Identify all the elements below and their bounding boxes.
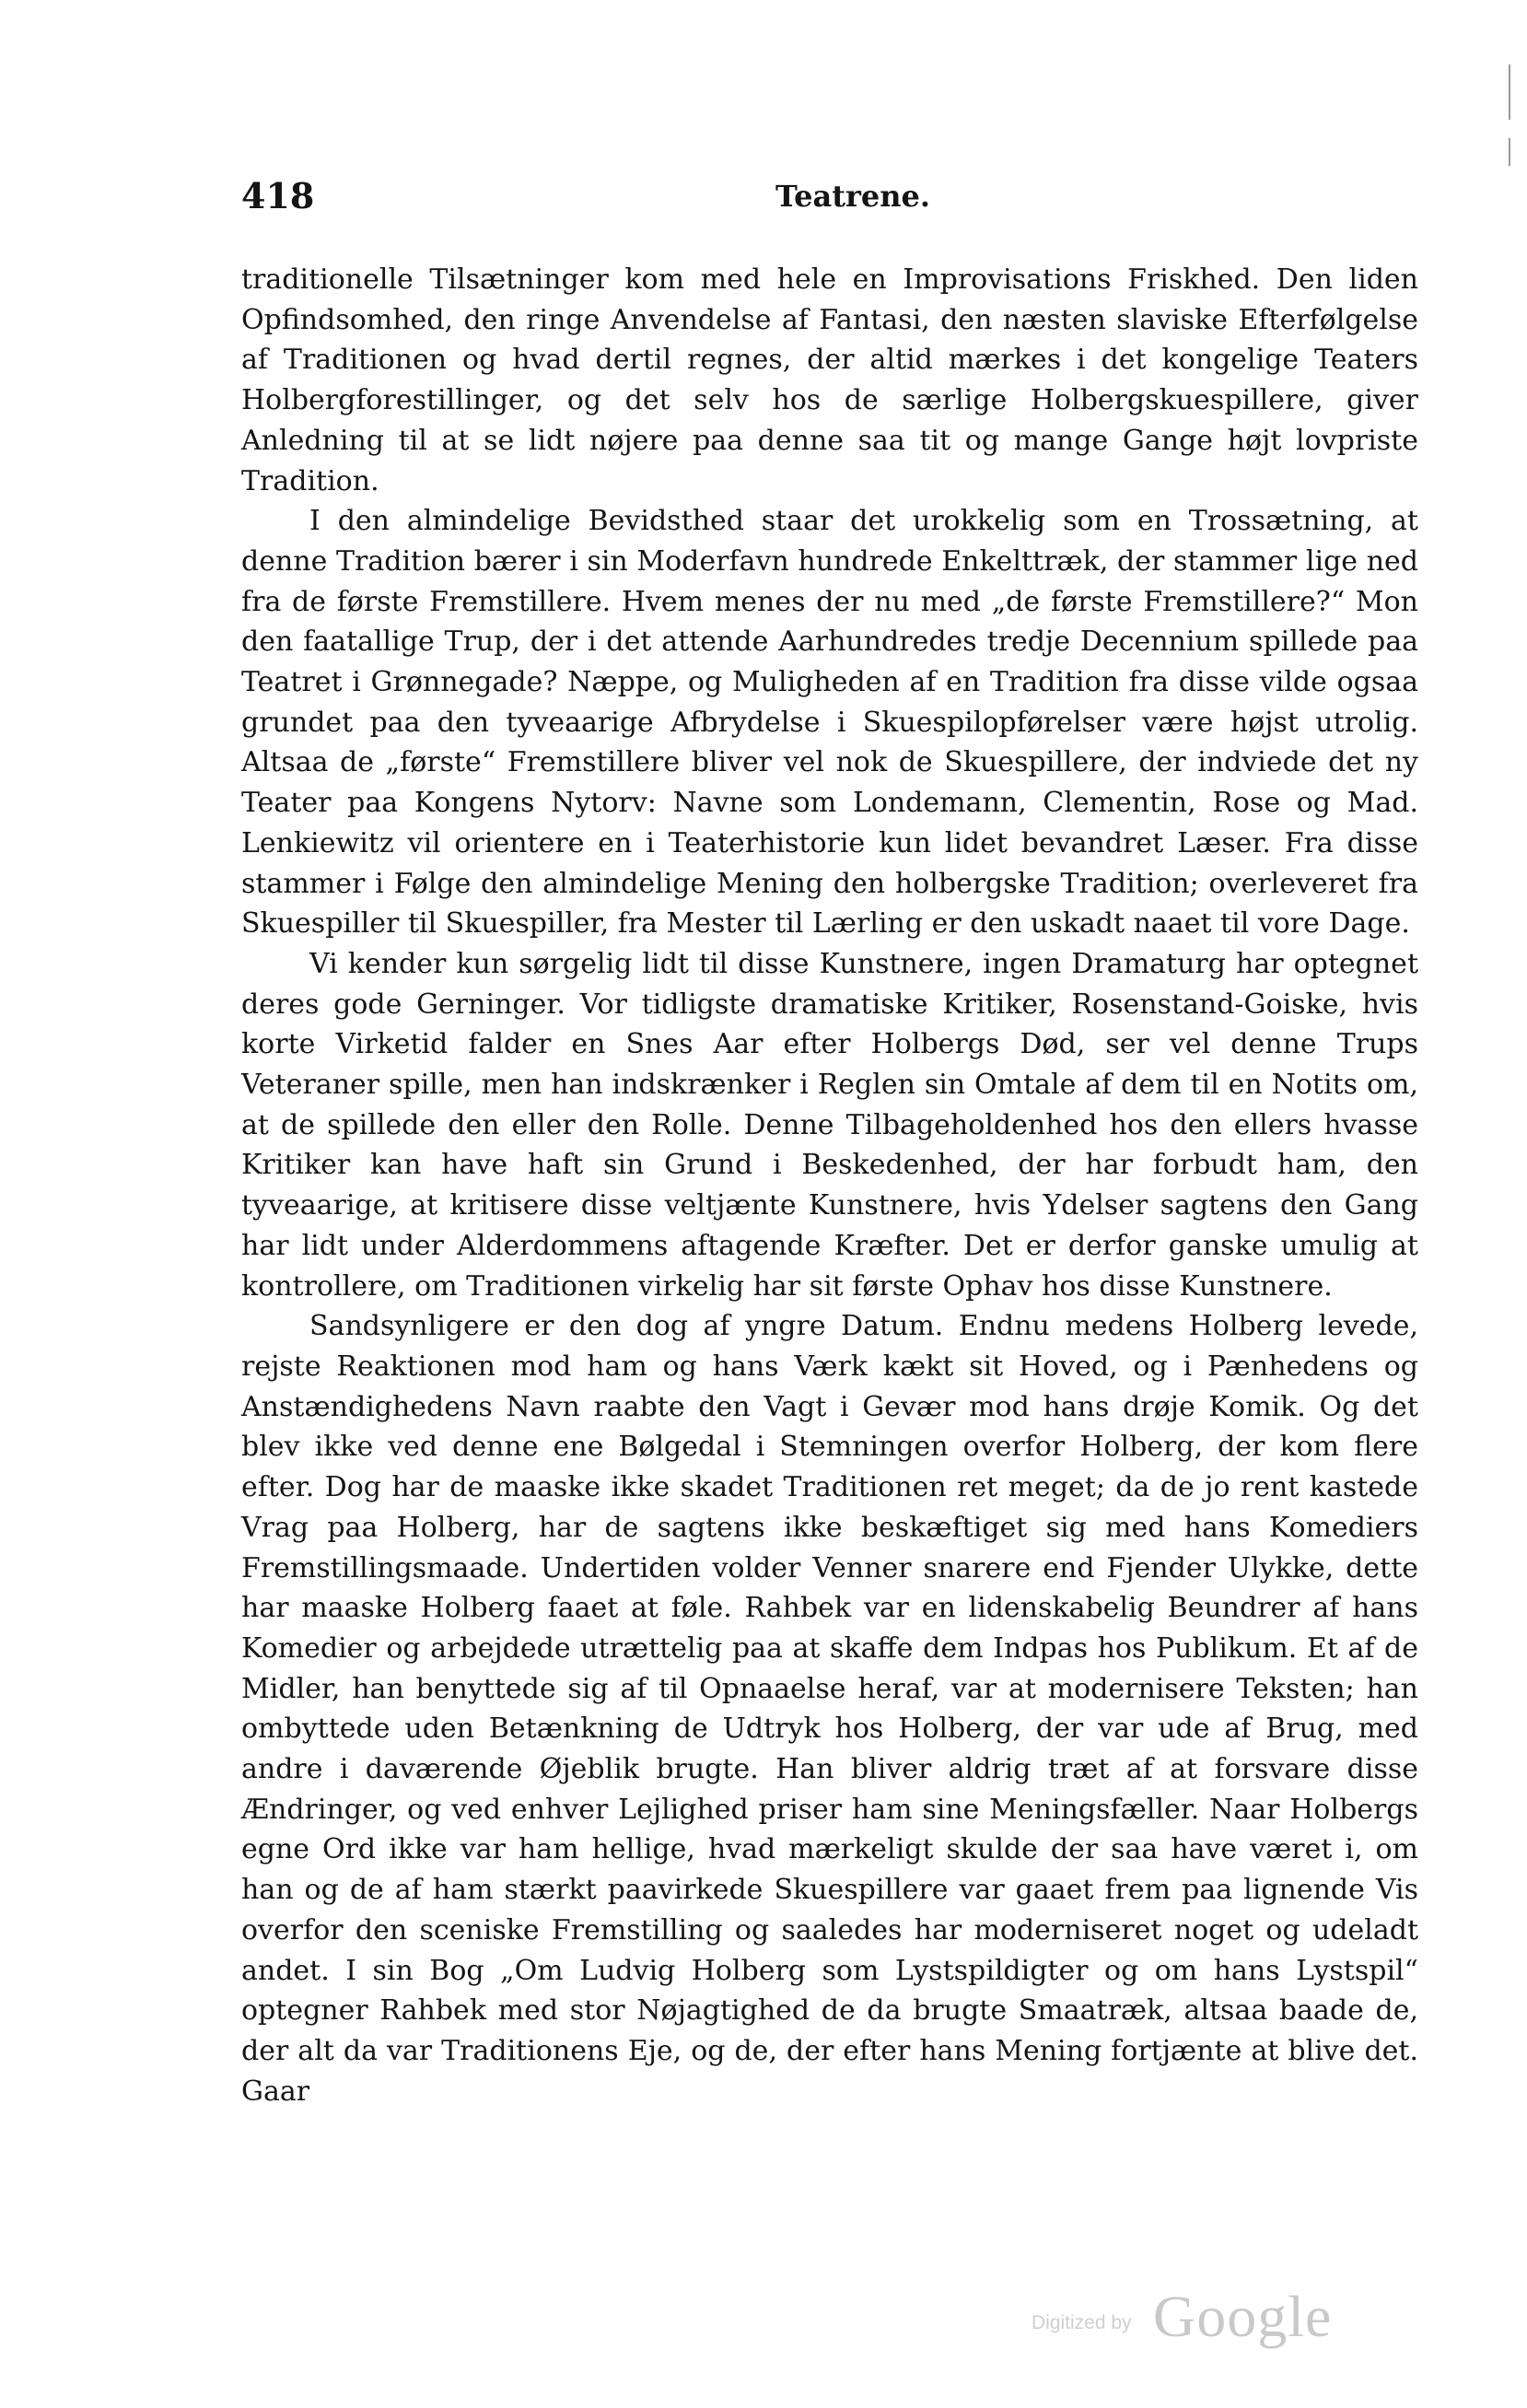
page-header [241,175,1494,230]
google-logo: Google [1153,2284,1333,2349]
paragraph-4: Sandsynligere er den dog af yngre Datum. Endnu medens Holberg levede, rejste Reaktionen mod ham og hans Værk kækt sit Hoved, og i Pænhedens og Anstændighedens Navn raabte den Vagt i Gevær mod hans drøje Komik. Og det blev ikke ved denne ene Bølgedal i Stemningen overfor Holberg, der kom flere efter. Dog har de maaske ikke skadet Traditionen ret meget; da de jo rent kastede Vrag paa Holberg, har de sagtens ikke beskæftiget sig med hans Komediers Fremstillingsmaade. Undertiden volder Venner snarere end Fjender Ulykke, dette har maaske Holberg faaet at føle. Rahbek var en lidenskabelig Beundrer af hans Komedier og arbejdede utrættelig paa at skaffe dem Indpas hos Publikum. Et af de Midler, han benyttede sig af til Opnaaelse heraf, var at modernisere Teksten; han ombyttede uden Betænkning de Udtryk hos Holberg, der var ude af Brug, med andre i daværende Øjeblik brugte. Han bliver aldrig træt af at forsvare disse Ændringer, og ved enhver Lejlighed priser ham sine Meningsfæller. Naar Holbergs egne Ord ikke var ham hellige, hvad mærkeligt skulde der saa have været i, om han og de af ham stærkt paavirkede Skuespillere var gaaet frem paa lignende Vis overfor den sceniske Fremstilling og saaledes har moderniseret noget og udeladt andet. I sin Bog „Om Ludvig Holberg som Lystspildigter og om hans Lystspil“ optegner Rahbek med stor Nøjagtighed de da brugte Smaatræk, altsaa baade de, der alt da var Traditionens Eje, og de, der efter hans Mening fortjænte at blive det. Gaar [241,1310,1418,2108]
paragraph-2: I den almindelige Bevidsthed staar det urokkelig som en Trossætning, at denne Tradition bærer i sin Moderfavn hundrede Enkelttræk, der stammer lige ned fra de første Fremstillere. Hvem menes der nu med „de første Fremstillere?“ Mon den faatallige Trup, der i det attende Aarhundredes tredje Decennium spillede paa Teatret i Grønnegade? Næppe, og Muligheden af en Tradition fra disse vilde ogsaa grundet paa den tyveaarige Afbrydelse i Skuespilopførelser være højst utrolig. Altsaa de „første“ Fremstillere bliver vel nok de Skuespillere, der indviede det ny Teater paa Kongens Nytorv: Navne som Londemann, Clementin, Rose og Mad. Lenkiewitz vil orientere en i Teaterhistorie kun lidet bevandret Læser. Fra disse stammer i Følge den almindelige Mening den holbergske Tradition; overleveret fra Skuespiller til Skuespiller, fra Mester til Lærling er den uskadt naaet til vore Dage. [241,505,1418,941]
scan-edge-mark [1509,138,1510,166]
page-number: 418 [241,175,315,216]
paragraph-3: Vi kender kun sørgelig lidt til disse Kunstnere, ingen Dramaturg har optegnet deres gode Gerninger. Vor tidligste dramatiske Kritiker, Rosenstand-Goiske, hvis korte Virketid falder en Snes Aar efter Holbergs Død, ser vel denne Trups Veteraner spille, men han indskrænker i Reglen sin Omtale af dem til en Notits om, at de spillede den eller den Rolle. Denne Tilbageholdenhed hos den ellers hvasse Kritiker kan have haft sin Grund i Beskedenhed, der har forbudt ham, den tyveaarige, at kritisere disse veltjænte Kunstnere, hvis Ydelser sagtens den Gang har lidt under Alderdommens aftagende Kræfter. Det er derfor ganske umulig at kontrollere, om Traditionen virkelig har sit første Ophav hos disse Kunstnere. [241,947,1418,1303]
scan-edge-mark [1509,64,1510,120]
watermark-small-text: Digitized by [1032,2312,1132,2333]
digitized-by-google-watermark [1032,2285,1363,2349]
paragraph-1: traditionelle Tilsætninger kom med hele en Improvisations Friskhed. Den liden Opfindsomhed, den ringe Anvendelse af Fantasi, den næsten slaviske Efterfølgelse af Traditionen og hvad dertil regnes, der altid mærkes i det kongelige Teaters Holbergforestillinger, og det selv hos de særlige Holbergskuespillere, giver Anledning til at se lidt nøjere paa denne saa tit og mange Gange højt lovpriste Tradition. [241,263,1418,497]
running-title: Teatrene. [775,179,930,214]
body-text [241,260,1418,2111]
